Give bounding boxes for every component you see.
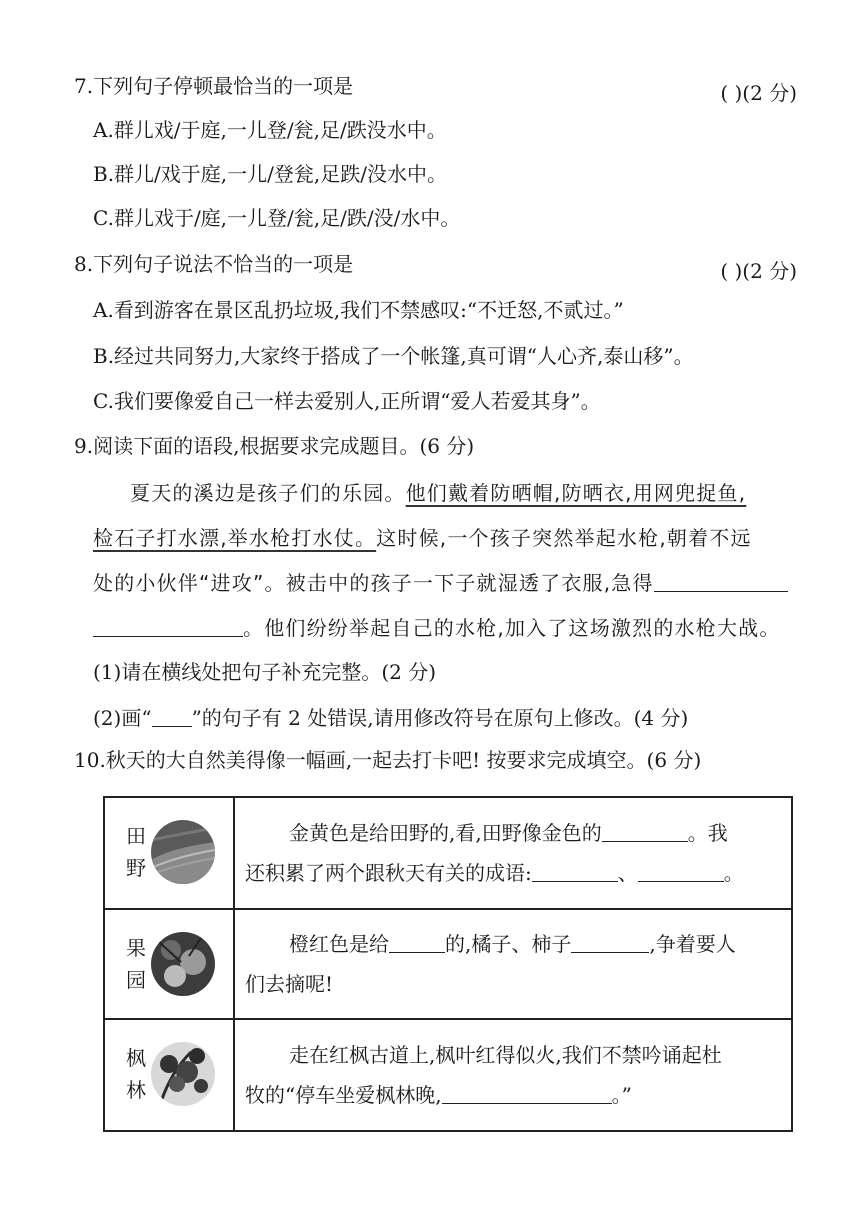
orchard-line-2: 们去摘呢! — [245, 972, 334, 996]
autumn-table — [103, 796, 793, 1132]
q8-stem: 8.下列句子说法不恰当的一项是 — [74, 252, 354, 276]
underlined-sentence: 他们戴着防晒帽,防晒衣,用网兜捉鱼, — [405, 481, 747, 505]
q9-sub-2-text: (2)画“ — [93, 706, 152, 730]
answer-blank[interactable] — [389, 932, 445, 953]
maple-line-2: 牧的“停车坐爱枫林晚, 。” — [245, 1083, 632, 1107]
q7-option-b: B.群儿/戏于庭,一儿/登瓮,足跌/没水中。 — [93, 162, 447, 186]
passage-text: 处的小伙伴“进攻”。被击中的孩子一下子就湿透了衣服,急得 — [93, 571, 654, 595]
q8-score: ( )(2 分) — [720, 259, 797, 283]
q9-sub-1: (1)请在横线处把句子补充完整。(2 分) — [93, 660, 437, 684]
answer-blank[interactable] — [602, 821, 688, 842]
q10-stem: 10.秋天的大自然美得像一幅画,一起去打卡吧! 按要求完成填空。(6 分) — [74, 748, 702, 772]
field-line-1: 金黄色是给田野的,看,田野像金色的 。我 — [289, 821, 728, 845]
orchard-line-1: 橙红色是给 的,橘子、柿子 ,争着要人 — [289, 932, 736, 956]
maple-line-1: 走在红枫古道上,枫叶红得似火,我们不禁吟诵起杜 — [289, 1043, 722, 1067]
passage-text: 这时候,一个孩子突然举起水枪,朝着不远 — [376, 526, 752, 550]
row-text-cell — [234, 1019, 792, 1131]
answer-blank[interactable] — [442, 1083, 612, 1104]
underlined-sentence: 检石子打水漂,举水枪打水仗。 — [93, 526, 377, 550]
passage-line-4 — [93, 615, 781, 641]
row-label: 枫 林 — [126, 1046, 146, 1102]
passage-line-1 — [130, 480, 746, 506]
field-line-2: 还积累了两个跟秋天有关的成语: 、 。 — [245, 861, 744, 885]
q7-stem: 7.下列句子停顿最恰当的一项是 — [74, 74, 354, 98]
field-photo-icon — [151, 820, 215, 884]
q8-option-a: A.看到游客在景区乱扔垃圾,我们不禁感叹:“不迁怒,不贰过。” — [93, 298, 624, 322]
q8-option-b: B.经过共同努力,大家终于搭成了一个帐篷,真可谓“人心齐,泰山移”。 — [93, 344, 694, 368]
row-label-cell — [104, 1019, 234, 1131]
row-text-cell — [234, 909, 792, 1019]
q9-sub-2 — [93, 705, 688, 731]
passage-text: 。他们纷纷举起自己的水枪,加入了这场激烈的水枪大战。 — [243, 616, 781, 640]
passage-text: 夏天的溪边是孩子们的乐园。 — [130, 481, 406, 505]
orchard-photo-icon — [151, 932, 215, 996]
q8-option-c: C.我们要像爱自己一样去爱别人,正所谓“爱人若爱其身”。 — [93, 389, 601, 413]
row-text-cell — [234, 797, 792, 909]
answer-blank[interactable] — [532, 861, 618, 882]
table-row-orchard — [104, 909, 792, 1019]
maple-photo-icon — [151, 1042, 215, 1106]
underline-sample — [152, 706, 192, 727]
answer-blank[interactable] — [93, 616, 243, 637]
q9-stem: 9.阅读下面的语段,根据要求完成题目。(6 分) — [74, 434, 475, 458]
answer-blank[interactable] — [638, 861, 724, 882]
row-label-cell — [104, 909, 234, 1019]
answer-blank[interactable] — [654, 571, 788, 592]
row-label: 田 野 — [126, 824, 146, 880]
row-label: 果 园 — [126, 936, 146, 992]
table-row-field — [104, 797, 792, 909]
row-label-cell — [104, 797, 234, 909]
answer-blank[interactable] — [571, 932, 649, 953]
q7-option-c: C.群儿戏于/庭,一儿登/瓮,足/跌/没/水中。 — [93, 206, 461, 230]
q7-score: ( )(2 分) — [720, 81, 797, 105]
table-row-maple — [104, 1019, 792, 1131]
passage-line-2 — [93, 525, 752, 551]
q7-option-a: A.群儿戏/于庭,一儿登/瓮,足/跌没水中。 — [93, 118, 447, 142]
passage-line-3 — [93, 570, 788, 596]
q9-sub-2-text: ”的句子有 2 处错误,请用修改符号在原句上修改。(4 分) — [191, 706, 689, 730]
